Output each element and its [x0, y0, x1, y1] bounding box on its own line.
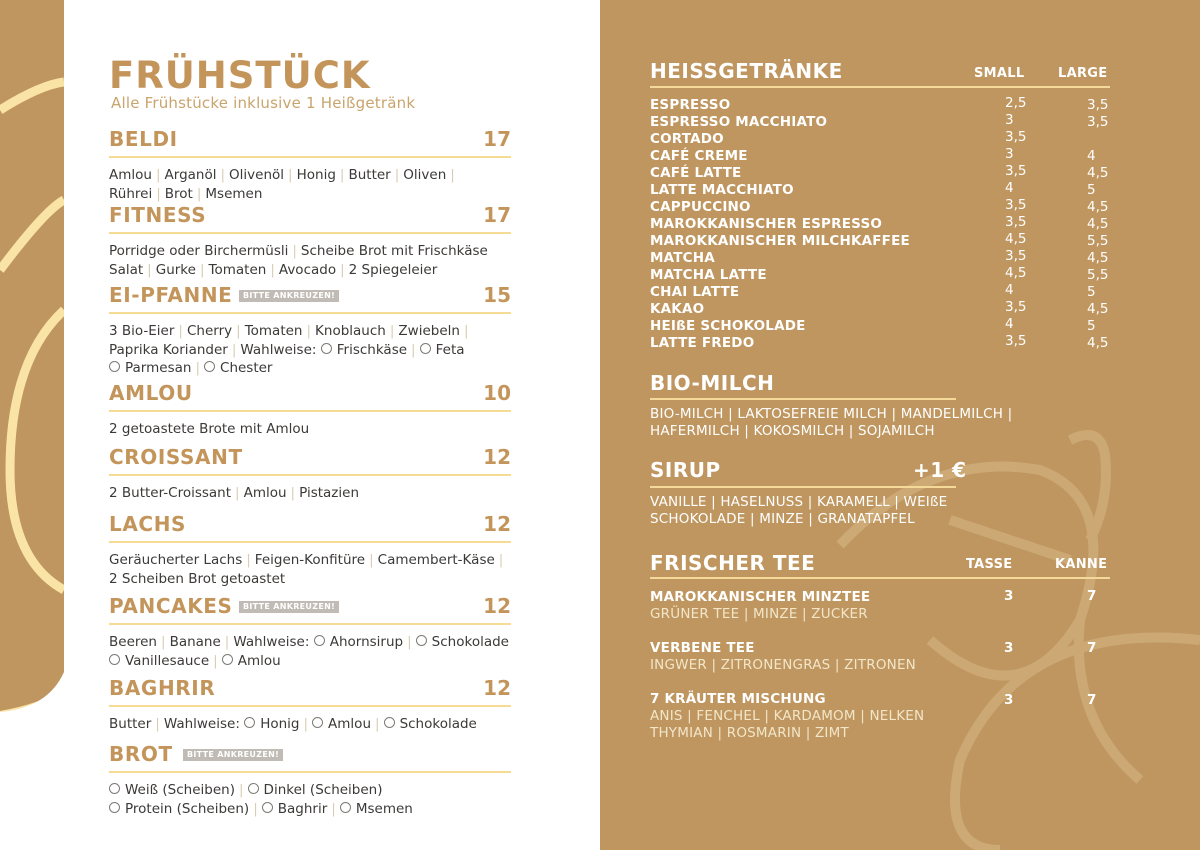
ingredient: 2 Scheiben Brot getoastet: [109, 570, 286, 587]
tea-description: INGWER | ZITRONENGRAS | ZITRONEN: [650, 657, 916, 673]
ingredient: Knoblauch: [315, 323, 386, 339]
item-name: LACHS: [109, 512, 187, 536]
price-small: 3: [1005, 112, 1014, 128]
tea-name: VERBENE TEE: [650, 640, 755, 656]
drink-name: ESPRESSO MACCHIATO: [650, 114, 828, 130]
bio-milk-title: BIO-MILCH: [650, 371, 775, 395]
ingredient: Butter: [348, 167, 391, 183]
menu-item-pancakes: [109, 591, 511, 670]
item-description: 3 Bio-Eier | Cherry | Tomaten | Knoblauch | Zwiebeln | Paprika Koriander | Wahlweise: Frischkäse | Feta Parmesan | Chester: [109, 323, 469, 376]
item-header: [109, 673, 511, 707]
option-label: Amlou: [328, 716, 371, 732]
price-large: 4,5: [1087, 301, 1109, 317]
item-name: BAGHRIR: [109, 676, 216, 700]
column-pot: KANNE: [1055, 557, 1108, 572]
item-description: Beeren | Banane | Wahlweise: Ahornsirup | Schokolade Vanillesauce | Amlou: [109, 634, 509, 669]
radio-option[interactable]: [109, 802, 120, 813]
price-small: 3,5: [1005, 197, 1027, 213]
price-large: 3,5: [1087, 114, 1109, 130]
item-price: 17: [483, 127, 511, 151]
item-description: 2 Butter-Croissant | Amlou | Pistazien: [109, 485, 360, 501]
drink-name: CORTADO: [650, 131, 724, 147]
tea-name: MAROKKANISCHER MINZTEE: [650, 589, 871, 605]
divider: [650, 398, 956, 400]
radio-option[interactable]: [321, 343, 332, 354]
item-name: AMLOU: [109, 381, 193, 405]
option-line: VANILLE | HASELNUSS | KARAMELL | WEIßE: [650, 494, 948, 510]
price-pot: 7: [1087, 692, 1097, 708]
drink-name: CAFÉ LATTE: [650, 165, 742, 181]
item-header: [109, 739, 511, 773]
breakfast-panel: [64, 0, 600, 850]
drinks-panel: [600, 0, 1200, 850]
item-price: 12: [483, 445, 511, 469]
ingredient: Zwiebeln: [398, 323, 460, 339]
option-label: Parmesan: [125, 360, 192, 376]
breakfast-subtitle: Alle Frühstücke inklusive 1 Heißgetränk: [111, 94, 416, 112]
price-large: 4: [1087, 148, 1096, 164]
drink-row: [650, 199, 1110, 216]
item-header: [109, 200, 511, 234]
price-large: 5,5: [1087, 233, 1109, 249]
ingredient: Camembert-Käse: [377, 552, 495, 568]
option-label: Vanillesauce: [125, 652, 210, 669]
price-small: 4: [1005, 282, 1014, 298]
price-small: 3,5: [1005, 214, 1027, 230]
bio-milk-options: [650, 406, 1070, 440]
ingredient: Scheibe Brot mit Frischkäse: [300, 243, 488, 259]
ingredient: Oliven: [403, 167, 447, 183]
divider: [650, 86, 1110, 88]
option-line: SCHOKOLADE | MINZE | GRANATAPFEL: [650, 511, 915, 527]
drink-name: KAKAO: [650, 301, 705, 317]
ingredient: Gurke: [155, 261, 196, 278]
drink-row: [650, 216, 1110, 233]
item-description: [109, 420, 511, 439]
item-description: Porridge oder Birchermüsli | Scheibe Brot mit Frischkäse Salat | Gurke | Tomaten | Avocado | 2 Spiegeleier: [109, 243, 488, 278]
drink-name: CAPPUCCINO: [650, 199, 751, 215]
menu-item-croissant: [109, 442, 511, 503]
radio-option[interactable]: [222, 654, 233, 665]
choose-badge: BITTE ANKREUZEN!: [239, 601, 339, 613]
item-description: Amlou | Arganöl | Olivenöl | Honig | Butter | Oliven | Rührei | Brot | Msemen: [109, 167, 455, 202]
ingredient: 3 Bio-Eier: [109, 323, 175, 339]
radio-option[interactable]: [109, 783, 120, 794]
ingredient: Olivenöl: [229, 167, 285, 183]
item-price: 10: [483, 381, 511, 405]
item-description: Butter | Wahlweise: Honig | Amlou | Schokolade: [109, 716, 477, 732]
ingredient: Tomaten: [244, 323, 303, 339]
item-price: 12: [483, 594, 511, 618]
price-cup: 3: [1004, 588, 1014, 604]
syrup-price: +1 €: [913, 458, 967, 482]
option-label: Baghrir: [277, 800, 328, 817]
item-header: [109, 591, 511, 625]
item-name: PANCAKES: [109, 594, 233, 618]
ingredient: Amlou: [243, 485, 287, 501]
option-label: Schokolade: [431, 634, 509, 650]
price-large: 5: [1087, 182, 1096, 198]
option-label: Ahornsirup: [329, 634, 404, 650]
tea-description: ANIS | FENCHEL | KARDAMOM | NELKEN THYMIAN | ROSMARIN | ZIMT: [650, 708, 925, 741]
price-small: 4: [1005, 316, 1014, 332]
price-large: 5: [1087, 284, 1096, 300]
radio-option[interactable]: [244, 717, 255, 728]
price-large: 5: [1087, 318, 1096, 334]
drink-name: ESPRESSO: [650, 97, 731, 113]
radio-option[interactable]: [416, 635, 427, 646]
price-small: 4,5: [1005, 265, 1027, 281]
syrup-options: [650, 494, 1070, 528]
ingredient: Pistazien: [299, 485, 360, 501]
price-large: 4,5: [1087, 335, 1109, 351]
price-small: 3,5: [1005, 129, 1027, 145]
price-small: 2,5: [1005, 95, 1027, 111]
item-header: [109, 442, 511, 476]
radio-option[interactable]: [340, 802, 351, 813]
drink-row: [650, 284, 1110, 301]
ingredient: Tomaten: [208, 261, 267, 278]
menu-item-beldi: [109, 124, 511, 203]
option-label: Honig: [260, 716, 300, 732]
decorative-curves: [0, 0, 64, 850]
item-price: 17: [483, 203, 511, 227]
choose-badge: BITTE ANKREUZEN!: [239, 290, 339, 302]
choice-label: Wahlweise:: [233, 634, 310, 650]
choice-label: Wahlweise:: [163, 716, 240, 732]
price-large: 4,5: [1087, 199, 1109, 215]
choose-badge: BITTE ANKREUZEN!: [183, 749, 283, 761]
option-label: Dinkel (Scheiben): [263, 782, 383, 798]
ingredient: Geräucherter Lachs: [109, 552, 243, 568]
item-description: Weiß (Scheiben) | Dinkel (Scheiben) Protein (Scheiben) | Baghrir | Msemen: [109, 781, 511, 818]
tea-description: GRÜNER TEE | MINZE | ZUCKER: [650, 606, 868, 622]
price-pot: 7: [1087, 588, 1097, 604]
ingredient: 2 Butter-Croissant: [109, 485, 232, 501]
drink-row: [650, 97, 1110, 114]
option-label: Schokolade: [399, 716, 477, 732]
divider: [650, 486, 956, 488]
item-price: 15: [483, 283, 511, 307]
item-description: Geräucherter Lachs | Feigen-Konfitüre | Camembert-Käse | 2 Scheiben Brot getoastet: [109, 552, 504, 587]
price-small: 3: [1005, 146, 1014, 162]
option-label: Weiß (Scheiben): [125, 782, 235, 798]
ingredient: Porridge oder Birchermüsli: [109, 243, 289, 259]
menu-item-brot: [109, 739, 511, 818]
item-header: [109, 124, 511, 158]
ingredient: 2 getoastete Brote mit Amlou: [109, 421, 310, 437]
ingredient: Rührei: [109, 185, 153, 202]
hot-drinks-title: HEISSGETRÄNKE: [650, 59, 843, 83]
drink-row: [650, 250, 1110, 267]
ingredient: Feigen-Konfitüre: [254, 552, 366, 568]
item-name: BELDI: [109, 127, 178, 151]
item-header: [109, 378, 511, 412]
option-label: Chester: [220, 360, 273, 376]
drink-row: [650, 233, 1110, 250]
radio-option[interactable]: [248, 783, 259, 794]
item-header: [109, 509, 511, 543]
price-large: 4,5: [1087, 250, 1109, 266]
option-line: BIO-MILCH | LAKTOSEFREIE MILCH | MANDELMILCH |: [650, 406, 1013, 422]
ingredient: Banane: [169, 634, 221, 650]
drink-row: [650, 318, 1110, 335]
ingredient: Msemen: [205, 185, 263, 202]
item-price: 12: [483, 512, 511, 536]
price-cup: 3: [1004, 692, 1014, 708]
drink-name: MATCHA LATTE: [650, 267, 767, 283]
divider: [650, 577, 1110, 579]
option-line: HAFERMILCH | KOKOSMILCH | SOJAMILCH: [650, 423, 935, 439]
item-name: BROT: [109, 742, 173, 766]
radio-option[interactable]: [204, 361, 215, 372]
price-large: 4,5: [1087, 165, 1109, 181]
drink-row: [650, 131, 1110, 148]
item-header: [109, 280, 511, 314]
drink-row: [650, 301, 1110, 318]
ingredient: Avocado: [278, 261, 337, 278]
ingredient: Cherry: [186, 323, 233, 339]
column-large: LARGE: [1058, 66, 1108, 81]
item-price: 12: [483, 676, 511, 700]
drink-name: HEIßE SCHOKOLADE: [650, 318, 806, 334]
menu-item-baghrir: [109, 673, 511, 734]
ingredient: Brot: [164, 185, 193, 202]
radio-option[interactable]: [384, 717, 395, 728]
syrup-title: SIRUP: [650, 458, 721, 482]
item-name: CROISSANT: [109, 445, 243, 469]
column-cup: TASSE: [966, 557, 1013, 572]
option-label: Frischkäse: [336, 341, 408, 358]
ingredient: Honig: [296, 167, 336, 183]
price-small: 4,5: [1005, 231, 1027, 247]
option-label: Feta: [435, 341, 465, 358]
menu-item-fitness: [109, 200, 511, 279]
menu-item-lachs: [109, 509, 511, 588]
ingredient: Amlou: [109, 167, 152, 183]
drink-row: [650, 165, 1110, 182]
ingredient: Arganöl: [164, 167, 217, 183]
drink-name: MATCHA: [650, 250, 715, 266]
radio-option[interactable]: [314, 635, 325, 646]
menu-item-ei-pfanne: [109, 280, 511, 378]
menu-item-amlou: [109, 378, 511, 439]
left-decoration: [0, 0, 64, 850]
radio-option[interactable]: [420, 343, 431, 354]
drink-name: CAFÉ CREME: [650, 148, 748, 164]
radio-option[interactable]: [262, 802, 273, 813]
price-small: 3,5: [1005, 248, 1027, 264]
ingredient: Butter: [109, 716, 152, 732]
tea-title: FRISCHER TEE: [650, 551, 816, 575]
drink-name: LATTE MACCHIATO: [650, 182, 794, 198]
price-large: 5,5: [1087, 267, 1109, 283]
drink-row: [650, 114, 1110, 131]
item-name: FITNESS: [109, 203, 207, 227]
item-name: EI-PFANNE: [109, 283, 233, 307]
drink-row: [650, 148, 1110, 165]
breakfast-title: FRÜHSTÜCK: [109, 54, 371, 97]
price-small: 4: [1005, 180, 1014, 196]
price-large: 3,5: [1087, 97, 1109, 113]
option-label: Amlou: [237, 652, 281, 669]
drink-name: MAROKKANISCHER MILCHKAFFEE: [650, 233, 910, 249]
drink-name: MAROKKANISCHER ESPRESSO: [650, 216, 883, 232]
ingredient: Beeren: [109, 634, 157, 650]
choice-label: Wahlweise:: [240, 341, 317, 358]
radio-option[interactable]: [109, 361, 120, 372]
column-small: SMALL: [974, 66, 1025, 81]
radio-option[interactable]: [109, 654, 120, 665]
drink-row: [650, 335, 1110, 352]
price-small: 3,5: [1005, 333, 1027, 349]
price-small: 3,5: [1005, 299, 1027, 315]
ingredient: Paprika Koriander: [109, 341, 228, 358]
radio-option[interactable]: [312, 717, 323, 728]
drink-name: LATTE FREDO: [650, 335, 755, 351]
ingredient: Salat: [109, 261, 144, 278]
tea-name: 7 KRÄUTER MISCHUNG: [650, 691, 826, 707]
price-large: 4,5: [1087, 216, 1109, 232]
ingredient: 2 Spiegeleier: [348, 261, 438, 278]
option-label: Msemen: [355, 800, 413, 817]
price-cup: 3: [1004, 640, 1014, 656]
option-label: Protein (Scheiben): [125, 800, 250, 817]
drink-row: [650, 267, 1110, 284]
drink-row: [650, 182, 1110, 199]
price-small: 3,5: [1005, 163, 1027, 179]
price-pot: 7: [1087, 640, 1097, 656]
drink-name: CHAI LATTE: [650, 284, 740, 300]
